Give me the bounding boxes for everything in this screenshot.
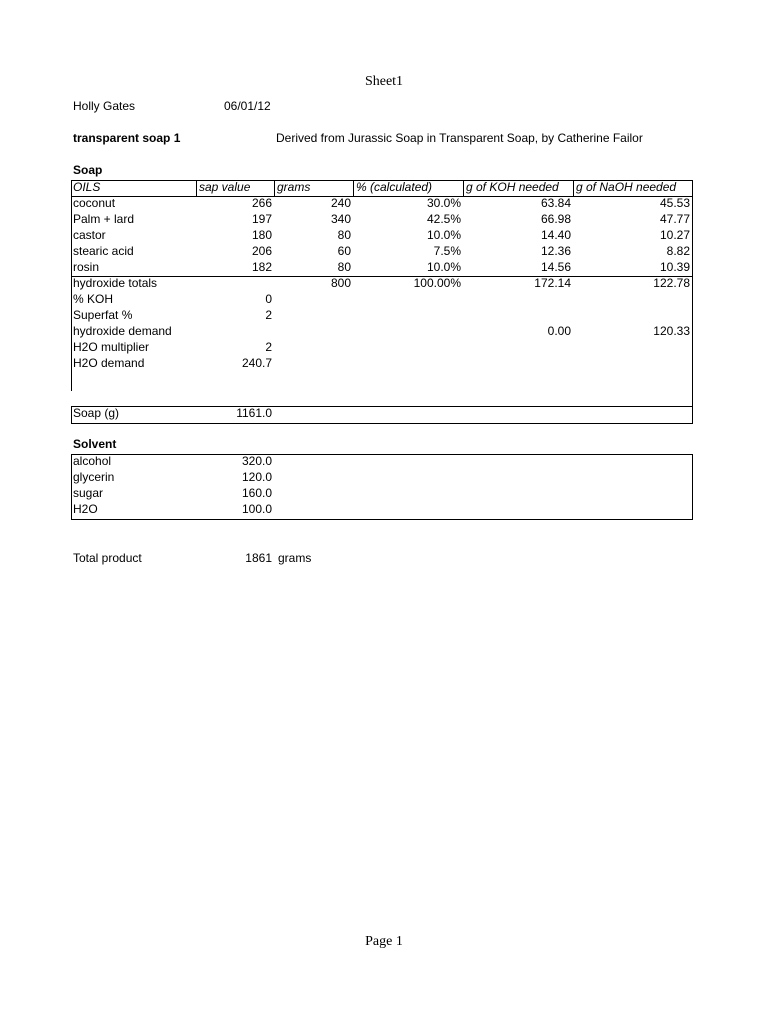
percent: 10.0% — [426, 228, 461, 242]
param-label: H2O demand — [73, 356, 145, 370]
total-product-label: Total product — [73, 551, 142, 565]
solvent-name: H2O — [73, 502, 98, 516]
table-row — [0, 339, 768, 355]
table-row — [0, 453, 768, 469]
naoh-demand: 120.33 — [653, 324, 690, 338]
koh-demand: 0.00 — [547, 324, 571, 338]
solvent-section-label: Solvent — [73, 437, 117, 451]
total-product-row — [0, 550, 768, 566]
col-header-sap-value: sap value — [199, 180, 251, 194]
param-label: Superfat % — [73, 308, 133, 322]
grams: 240 — [330, 196, 351, 210]
grams: 340 — [330, 212, 351, 226]
col-header-naoh: g of NaOH needed — [576, 180, 677, 194]
table-row — [0, 323, 768, 339]
naoh-needed: 47.77 — [659, 212, 690, 226]
total-percent: 100.00% — [413, 276, 461, 290]
oil-name: Palm + lard — [73, 212, 135, 226]
table-row — [0, 259, 768, 275]
col-header-percent: % (calculated) — [356, 180, 433, 194]
percent: 30.0% — [426, 196, 461, 210]
total-koh: 172.14 — [534, 276, 571, 290]
table-row — [0, 227, 768, 243]
page-footer: Page 1 — [365, 934, 403, 949]
total-naoh: 122.78 — [653, 276, 690, 290]
percent: 10.0% — [426, 260, 461, 274]
solvent-name: sugar — [73, 486, 104, 500]
koh-needed: 14.40 — [540, 228, 571, 242]
solvent-grams: 100.0 — [241, 502, 272, 516]
oil-name: castor — [73, 228, 106, 242]
sap-value: 182 — [251, 260, 272, 274]
solvent-grams: 320.0 — [241, 454, 272, 468]
oil-name: stearic acid — [73, 244, 134, 258]
naoh-needed: 10.39 — [659, 260, 690, 274]
grams: 80 — [337, 260, 351, 274]
source-note: Derived from Jurassic Soap in Transparent Soap, by Catherine Failor — [276, 131, 643, 145]
table-row — [0, 195, 768, 211]
param-value: 240.7 — [241, 356, 272, 370]
soap-table-header — [0, 179, 768, 195]
hydroxide-totals-row — [0, 275, 768, 291]
sap-value: 197 — [251, 212, 272, 226]
param-value: 2 — [265, 308, 272, 322]
naoh-needed: 45.53 — [659, 196, 690, 210]
sap-value: 266 — [251, 196, 272, 210]
date: 06/01/12 — [224, 99, 271, 113]
soap-total-row — [0, 405, 768, 421]
solvent-name: glycerin — [73, 470, 115, 484]
table-row — [0, 307, 768, 323]
oil-name: rosin — [73, 260, 100, 274]
grams: 60 — [337, 244, 351, 258]
param-value: 2 — [265, 340, 272, 354]
koh-needed: 14.56 — [540, 260, 571, 274]
table-row — [0, 501, 768, 517]
table-row — [0, 355, 768, 371]
table-row — [0, 485, 768, 501]
table-row — [0, 211, 768, 227]
solvent-grams: 120.0 — [241, 470, 272, 484]
koh-needed: 66.98 — [540, 212, 571, 226]
total-product-unit: grams — [278, 551, 312, 565]
solvent-name: alcohol — [73, 454, 112, 468]
param-value: 0 — [265, 292, 272, 306]
totals-label: hydroxide totals — [73, 276, 158, 290]
param-label: % KOH — [73, 292, 114, 306]
col-header-oils: OILS — [73, 180, 101, 194]
percent: 7.5% — [433, 244, 461, 258]
sap-value: 206 — [251, 244, 272, 258]
grams: 80 — [337, 228, 351, 242]
koh-needed: 63.84 — [540, 196, 571, 210]
col-header-grams: grams — [277, 180, 311, 194]
soap-total-label: Soap (g) — [73, 406, 120, 420]
table-row — [0, 291, 768, 307]
koh-needed: 12.36 — [540, 244, 571, 258]
author-name: Holly Gates — [73, 99, 136, 113]
col-header-koh: g of KOH needed — [466, 180, 559, 194]
oil-name: coconut — [73, 196, 116, 210]
sap-value: 180 — [251, 228, 272, 242]
param-label: hydroxide demand — [73, 324, 172, 338]
recipe-title: transparent soap 1 — [73, 131, 181, 145]
table-row — [0, 243, 768, 259]
soap-total-value: 1161.0 — [236, 406, 272, 420]
sheet-title: Sheet1 — [364, 74, 404, 89]
soap-section-label: Soap — [73, 163, 103, 177]
param-label: H2O multiplier — [73, 340, 150, 354]
percent: 42.5% — [426, 212, 461, 226]
table-row — [0, 469, 768, 485]
total-product-value: 1861 — [245, 551, 272, 565]
total-grams: 800 — [330, 276, 351, 290]
naoh-needed: 10.27 — [659, 228, 690, 242]
solvent-grams: 160.0 — [241, 486, 272, 500]
naoh-needed: 8.82 — [666, 244, 690, 258]
